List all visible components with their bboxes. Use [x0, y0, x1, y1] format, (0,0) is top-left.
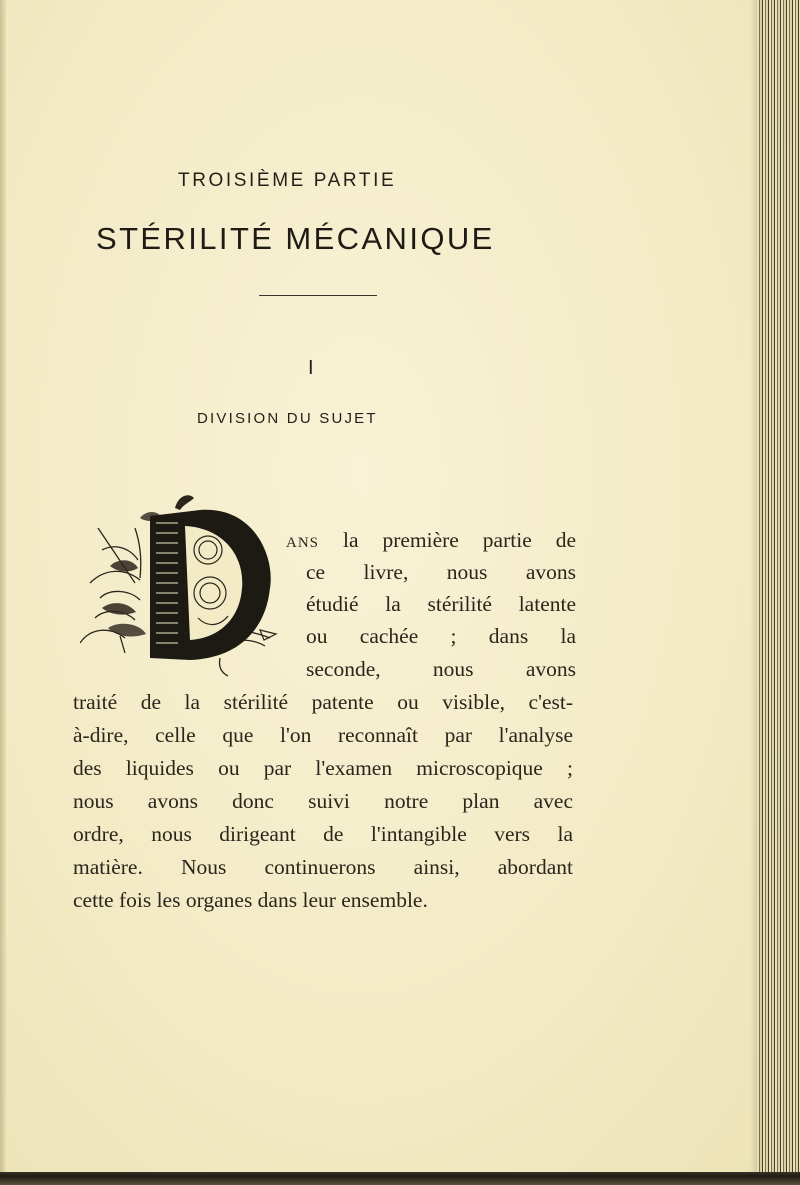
paragraph-line-7: à-dire, celle que l'on reconnaît par l'analyse — [73, 723, 573, 747]
paragraph-line-12: cette fois les organes dans leur ensemble. — [73, 888, 428, 912]
paragraph-line-1 — [286, 528, 576, 553]
paragraph-line-3: étudié la stérilité latente — [306, 592, 576, 616]
paragraph-line-4: ou cachée ; dans la — [306, 624, 576, 648]
paragraph-line-10: ordre, nous dirigeant de l'intangible vers la — [73, 822, 573, 846]
left-page-edge — [0, 0, 6, 1185]
line-1-text: la première partie de — [319, 528, 576, 552]
paragraph-line-2: ce livre, nous avons — [306, 560, 576, 584]
title-divider — [259, 295, 377, 296]
part-heading: TROISIÈME PARTIE — [178, 170, 397, 191]
section-title: DIVISION DU SUJET — [197, 410, 378, 427]
section-number: I — [308, 357, 314, 379]
bottom-page-edge — [0, 1172, 800, 1185]
page-stack-edge — [757, 0, 800, 1185]
chapter-title: STÉRILITÉ MÉCANIQUE — [96, 221, 495, 256]
paragraph-line-6: traité de la stérilité patente ou visible, c'est- — [73, 690, 573, 714]
paragraph-line-11: matière. Nous continuerons ainsi, abordant — [73, 855, 573, 879]
paragraph-line-9: nous avons donc suivi notre plan avec — [73, 789, 573, 813]
paragraph-line-8: des liquides ou par l'examen microscopique ; — [73, 756, 573, 780]
ornate-initial-d-icon — [80, 488, 280, 678]
smallcaps-opening: ANS — [286, 535, 320, 551]
paragraph-line-5: seconde, nous avons — [306, 657, 576, 681]
